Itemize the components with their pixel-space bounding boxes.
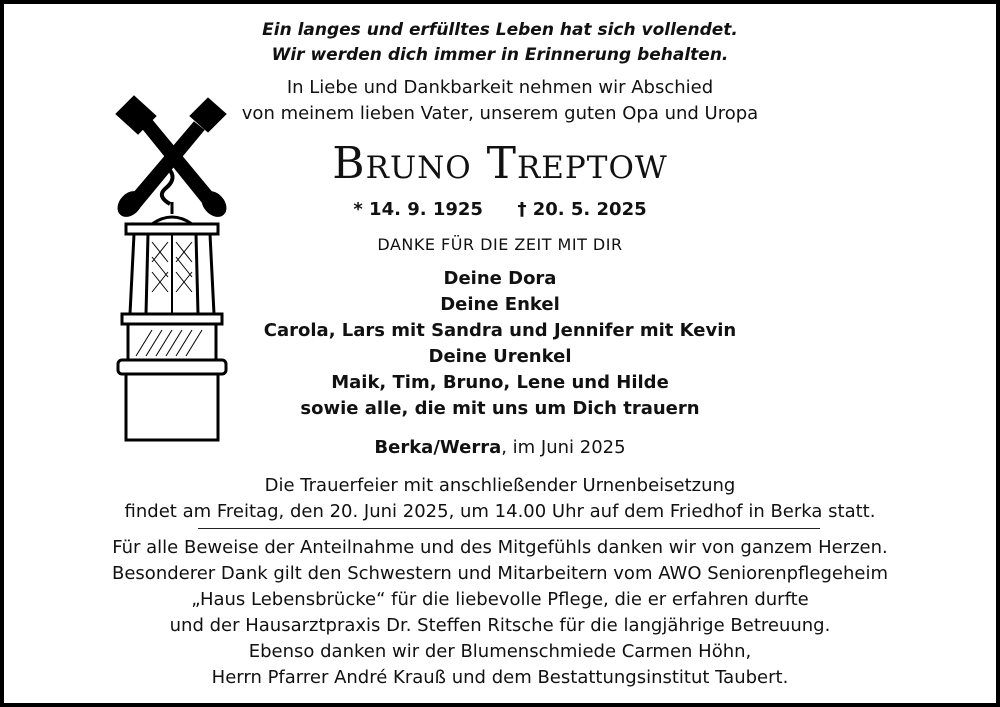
mourner-line: Carola, Lars mit Sandra und Jennifer mit Kevin [263,320,737,341]
funeral-line-2: findet am Freitag, den 20. Juni 2025, um 14.00 Uhr auf dem Friedhof in Berka statt. [124,501,876,522]
quote-line-1: Ein langes und erfülltes Leben hat sich vollendet. [262,20,738,40]
thanks-line: Besonderer Dank gilt den Schwestern und Mitarbeitern vom AWO Seniorenpflegeheim [112,563,888,584]
mourner-line: sowie alle, die mit uns um Dich trauern [300,398,700,419]
mourner-line: Deine Enkel [440,294,560,315]
mourner-line: Maik, Tim, Bruno, Lene und Hilde [331,372,669,393]
miners-emblem-icon [112,92,232,442]
intro-line-2: von meinem lieben Vater, unserem guten Opa und Uropa [241,103,759,124]
quote-line-2: Wir werden dich immer in Erinnerung behalten. [271,45,729,65]
thanks-line: Ebenso danken wir der Blumenschmiede Carmen Höhn, [248,641,752,662]
thanks-line: „Haus Lebensbrücke“ für die liebevolle Pflege, die er erfahren durfte [191,589,809,610]
deceased-name: Bruno Treptow [332,138,668,189]
motto: DANKE FÜR DIE ZEIT MIT DIR [377,235,623,254]
thanks-line: und der Hausarztpraxis Dr. Steffen Ritsche für die langjährige Betreuung. [169,615,831,636]
death-date: † 20. 5. 2025 [517,199,647,220]
mourner-line: Deine Urenkel [428,346,572,367]
thanks-line: Für alle Beweise der Anteilnahme und des Mitgefühls danken wir von ganzem Herzen. [112,537,888,558]
mourner-line: Deine Dora [443,268,557,289]
funeral-line-1: Die Trauerfeier mit anschließender Urnenbeisetzung [264,475,736,496]
place: Berka/Werra [374,437,502,458]
intro-line-1: In Liebe und Dankbarkeit nehmen wir Abschied [286,77,714,98]
birth-date: * 14. 9. 1925 [353,199,483,220]
date: , im Juni 2025 [501,437,626,458]
divider [198,528,820,529]
thanks-line: Herrn Pfarrer André Krauß und dem Bestattungsinstitut Taubert. [211,667,789,688]
